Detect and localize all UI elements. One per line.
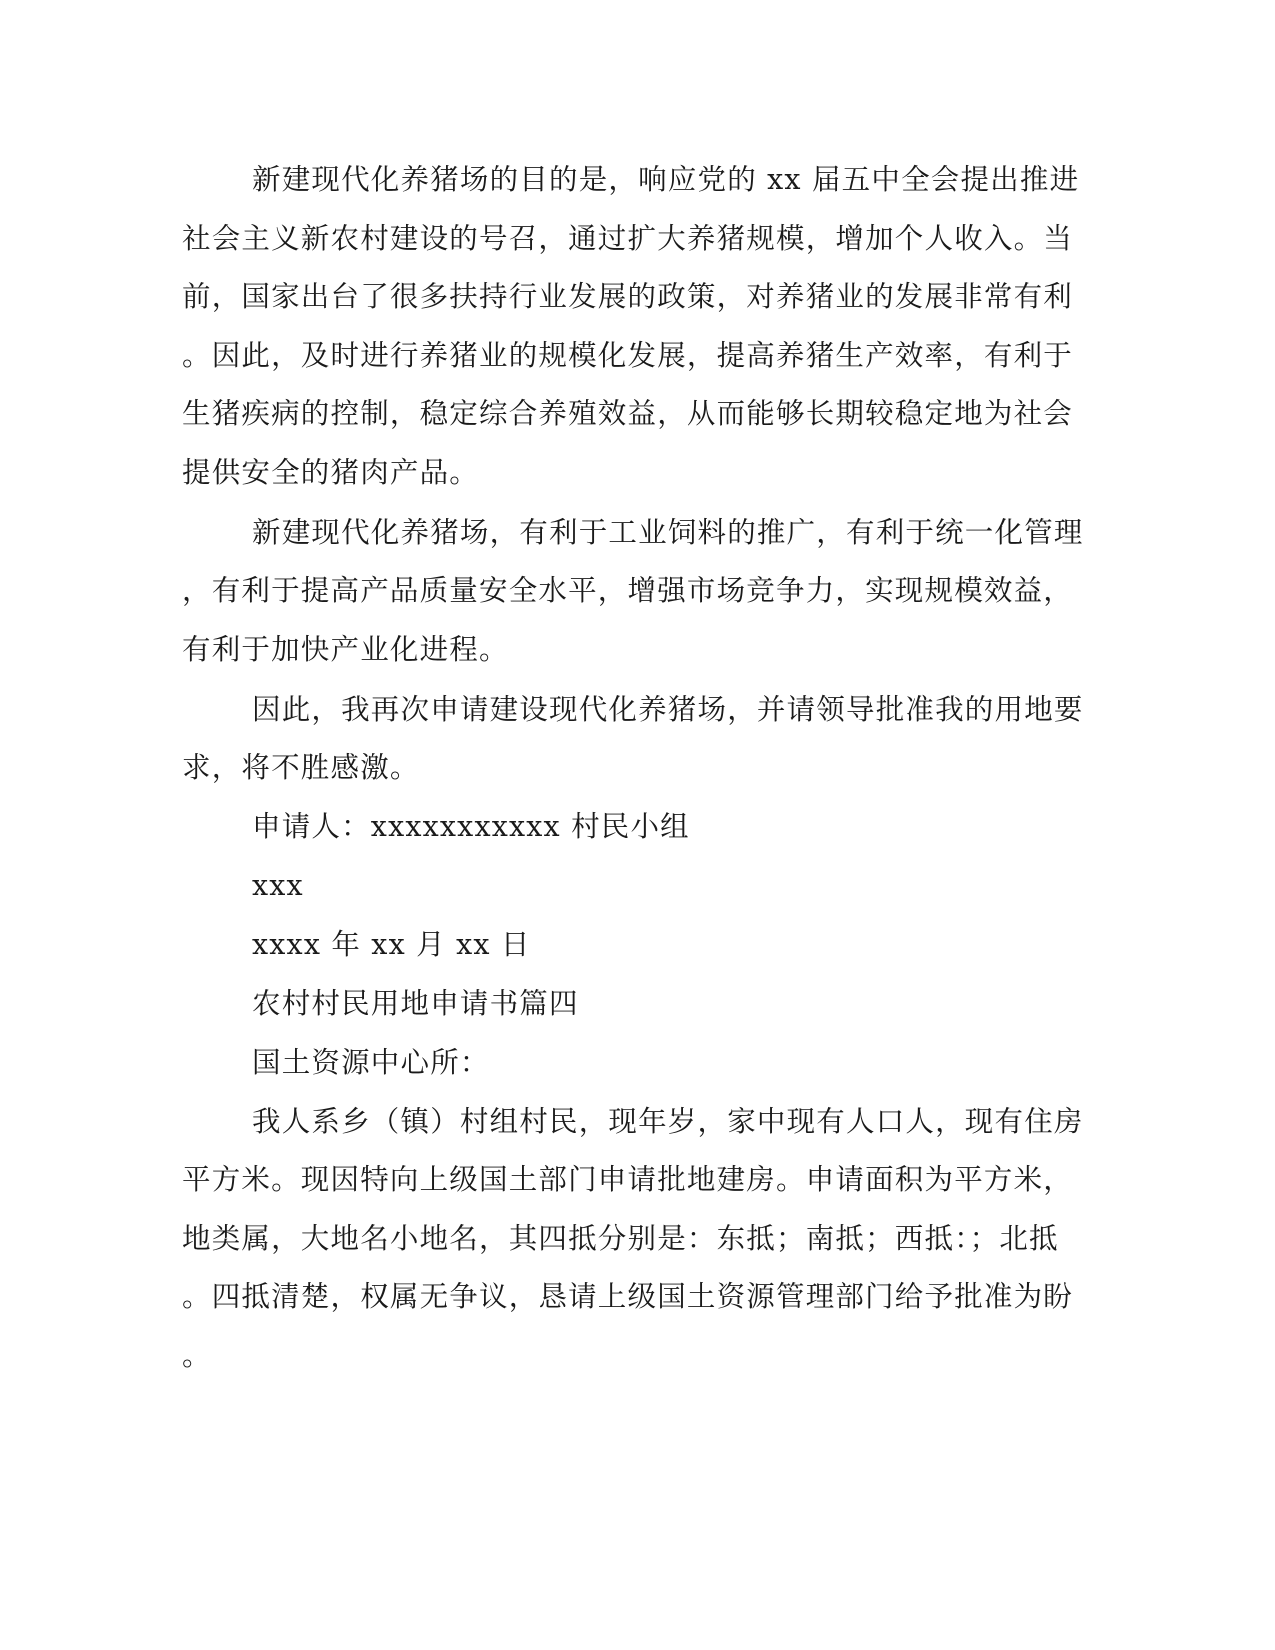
paragraph-1-line-4: 。因此，及时进行养猪业的规模化发展，提高养猪生产效率，有利于 xyxy=(182,339,1074,372)
paragraph-1-line-6: 提供安全的猪肉产品。 xyxy=(182,456,480,489)
signature-name: xxx xyxy=(252,869,304,902)
applicant-line: 申请人：xxxxxxxxxxx 村民小组 xyxy=(252,810,690,843)
paragraph-1-line-3: 前，国家出台了很多扶持行业发展的政策，对养猪业的发展非常有利 xyxy=(182,280,1074,313)
paragraph-2-line-1: 新建现代化养猪场，有利于工业饲料的推广，有利于统一化管理 xyxy=(252,516,1084,549)
paragraph-4-line-4: 。四抵清楚，权属无争议，恳请上级国土资源管理部门给予批准为盼 xyxy=(182,1280,1074,1313)
paragraph-4-line-5: 。 xyxy=(182,1339,212,1372)
paragraph-1-line-1: 新建现代化养猪场的目的是，响应党的 xx 届五中全会提出推进 xyxy=(252,163,1080,196)
paragraph-2-line-3: 有利于加快产业化进程。 xyxy=(182,633,509,666)
date-line: xxxx 年 xx 月 xx 日 xyxy=(252,928,531,961)
paragraph-2-line-2: ，有利于提高产品质量安全水平，增强市场竞争力，实现规模效益， xyxy=(182,574,1074,607)
paragraph-3-line-2: 求，将不胜感激。 xyxy=(182,751,420,784)
paragraph-1-line-5: 生猪疾病的控制，稳定综合养殖效益，从而能够长期较稳定地为社会 xyxy=(182,397,1074,430)
paragraph-4-line-1: 我人系乡（镇）村组村民，现年岁，家中现有人口人，现有住房 xyxy=(252,1105,1084,1138)
salutation: 国土资源中心所： xyxy=(252,1046,490,1079)
section-heading: 农村村民用地申请书篇四 xyxy=(252,987,579,1020)
paragraph-3-line-1: 因此，我再次申请建设现代化养猪场，并请领导批准我的用地要 xyxy=(252,693,1084,726)
paragraph-4-line-2: 平方米。现因特向上级国土部门申请批地建房。申请面积为平方米， xyxy=(182,1163,1074,1196)
paragraph-4-line-3: 地类属，大地名小地名，其四抵分别是：东抵；南抵；西抵：；北抵 xyxy=(182,1222,1059,1255)
paragraph-1-line-2: 社会主义新农村建设的号召，通过扩大养猪规模，增加个人收入。当 xyxy=(182,222,1074,255)
